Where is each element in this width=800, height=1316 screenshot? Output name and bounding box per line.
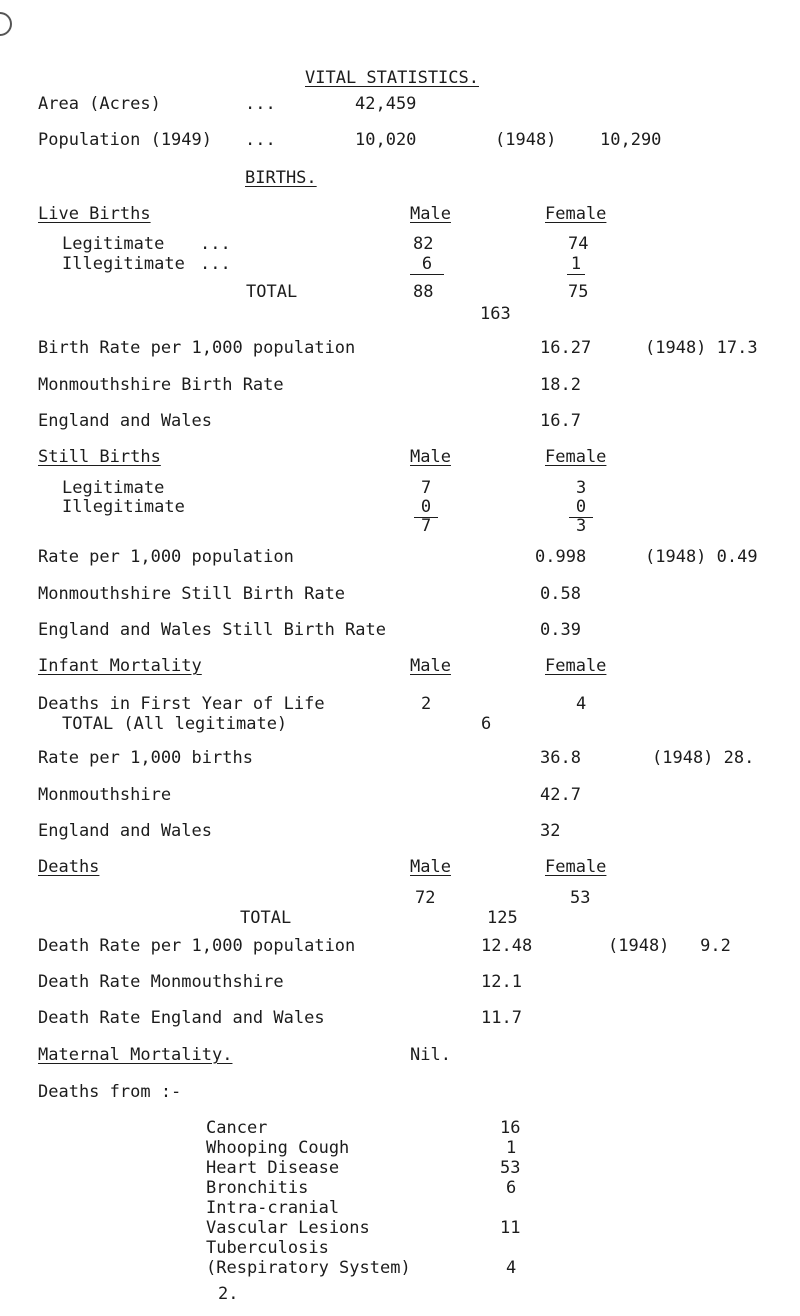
infant-monmouthshire-value: 42.7 — [540, 785, 581, 805]
live-births-label: Live Births — [38, 204, 151, 224]
still-legitimate-label: Legitimate — [62, 478, 165, 498]
infant-total-value: 6 — [481, 714, 492, 734]
deaths-total-label: TOTAL — [240, 908, 292, 928]
infant-deaths-label: Deaths in First Year of Life — [38, 694, 325, 714]
infant-deaths-male: 2 — [421, 694, 432, 714]
cause-tuberculosis-label: Tuberculosis — [206, 1238, 329, 1258]
cause-respiratory-system-value: 4 — [506, 1258, 517, 1278]
infant-mortality-female-header: Female — [545, 656, 607, 676]
monmouthshire-birth-rate-label: Monmouthshire Birth Rate — [38, 375, 284, 395]
infant-monmouthshire-label: Monmouthshire — [38, 785, 172, 805]
cause-intra-cranial-label: Intra-cranial — [206, 1198, 340, 1218]
still-births-label: Still Births — [38, 447, 161, 467]
punch-hole-mark — [0, 12, 12, 36]
deaths-female-value: 53 — [570, 888, 591, 908]
births-heading: BIRTHS. — [245, 168, 317, 188]
still-total-female: 3 — [576, 516, 587, 536]
still-births-male-header: Male — [410, 447, 451, 467]
population-prev-value: 10,290 — [600, 130, 662, 150]
infant-mortality-male-header: Male — [410, 656, 451, 676]
infant-deaths-female: 4 — [576, 694, 587, 714]
birth-rate-value: 16.27 — [540, 338, 592, 358]
page-title: VITAL STATISTICS. — [305, 68, 479, 88]
infant-total-label: TOTAL (All legitimate) — [62, 714, 288, 734]
area-value: 42,459 — [355, 94, 417, 114]
live-legitimate-male: 82 — [413, 234, 434, 254]
cause-respiratory-system-label: (Respiratory System) — [206, 1258, 411, 1278]
death-rate-england-label: Death Rate England and Wales — [38, 1008, 325, 1028]
live-total-label: TOTAL — [246, 282, 298, 302]
area-dots: ... — [245, 94, 276, 114]
still-total-male: 7 — [421, 516, 432, 536]
maternal-mortality-label: Maternal Mortality. — [38, 1045, 233, 1065]
cause-heart-disease-label: Heart Disease — [206, 1158, 340, 1178]
still-illegitimate-male: 0 — [414, 497, 438, 518]
live-legitimate-female: 74 — [568, 234, 589, 254]
still-rate-label: Rate per 1,000 population — [38, 547, 294, 567]
infant-rate-prev: (1948) 28. — [652, 748, 755, 768]
infant-england-label: England and Wales — [38, 821, 212, 841]
monmouthshire-birth-rate-value: 18.2 — [540, 375, 581, 395]
live-grand-total: 163 — [480, 304, 511, 324]
page-number: 2. — [218, 1284, 239, 1304]
cause-vascular-lesions-value: 11 — [500, 1218, 521, 1238]
still-legitimate-female: 3 — [576, 478, 587, 498]
population-label: Population (1949) — [38, 130, 212, 150]
live-legitimate-dots: ... — [200, 234, 231, 254]
england-still-rate-value: 0.39 — [540, 620, 581, 640]
live-illegitimate-dots: ... — [200, 254, 231, 274]
death-rate-label: Death Rate per 1,000 population — [38, 936, 356, 956]
infant-rate-label: Rate per 1,000 births — [38, 748, 253, 768]
still-rate-prev: (1948) 0.49 — [645, 547, 758, 567]
death-rate-monmouthshire-value: 12.1 — [481, 972, 522, 992]
live-illegitimate-female: 1 — [567, 254, 585, 275]
cause-bronchitis-label: Bronchitis — [206, 1178, 309, 1198]
monmouthshire-still-rate-value: 0.58 — [540, 584, 581, 604]
population-dots: ... — [245, 130, 276, 150]
infant-rate-value: 36.8 — [540, 748, 581, 768]
infant-england-value: 32 — [540, 821, 561, 841]
population-prev-label: (1948) — [495, 130, 557, 150]
live-illegitimate-male: 6 — [410, 254, 444, 275]
population-value: 10,020 — [355, 130, 417, 150]
england-birth-rate-label: England and Wales — [38, 411, 212, 431]
live-total-male: 88 — [413, 282, 434, 302]
cause-vascular-lesions-label: Vascular Lesions — [206, 1218, 370, 1238]
deaths-label: Deaths — [38, 857, 100, 877]
live-births-male-header: Male — [410, 204, 451, 224]
cause-cancer-value: 16 — [500, 1118, 521, 1138]
death-rate-value: 12.48 — [481, 936, 533, 956]
england-still-rate-label: England and Wales Still Birth Rate — [38, 620, 386, 640]
live-illegitimate-label: Illegitimate — [62, 254, 185, 274]
deaths-from-label: Deaths from :- — [38, 1082, 182, 1102]
live-total-female: 75 — [568, 282, 589, 302]
england-birth-rate-value: 16.7 — [540, 411, 581, 431]
deaths-total-value: 125 — [487, 908, 518, 928]
cause-heart-disease-value: 53 — [500, 1158, 521, 1178]
live-legitimate-label: Legitimate — [62, 234, 165, 254]
still-legitimate-male: 7 — [421, 478, 432, 498]
monmouthshire-still-rate-label: Monmouthshire Still Birth Rate — [38, 584, 346, 604]
cause-cancer-label: Cancer — [206, 1118, 268, 1138]
death-rate-prev: (1948) 9.2 — [608, 936, 731, 956]
death-rate-england-value: 11.7 — [481, 1008, 522, 1028]
birth-rate-label: Birth Rate per 1,000 population — [38, 338, 356, 358]
still-illegitimate-label: Illegitimate — [62, 497, 185, 517]
infant-mortality-label: Infant Mortality — [38, 656, 202, 676]
birth-rate-prev: (1948) 17.3 — [645, 338, 758, 358]
cause-whooping-cough-value: 1 — [506, 1138, 517, 1158]
deaths-female-header: Female — [545, 857, 607, 877]
area-label: Area (Acres) — [38, 94, 161, 114]
deaths-male-value: 72 — [415, 888, 436, 908]
still-births-female-header: Female — [545, 447, 607, 467]
cause-whooping-cough-label: Whooping Cough — [206, 1138, 350, 1158]
death-rate-monmouthshire-label: Death Rate Monmouthshire — [38, 972, 284, 992]
still-rate-value: 0.998 — [535, 547, 587, 567]
maternal-mortality-value: Nil. — [410, 1045, 451, 1065]
cause-bronchitis-value: 6 — [506, 1178, 517, 1198]
live-births-female-header: Female — [545, 204, 607, 224]
still-illegitimate-female: 0 — [569, 497, 593, 518]
deaths-male-header: Male — [410, 857, 451, 877]
